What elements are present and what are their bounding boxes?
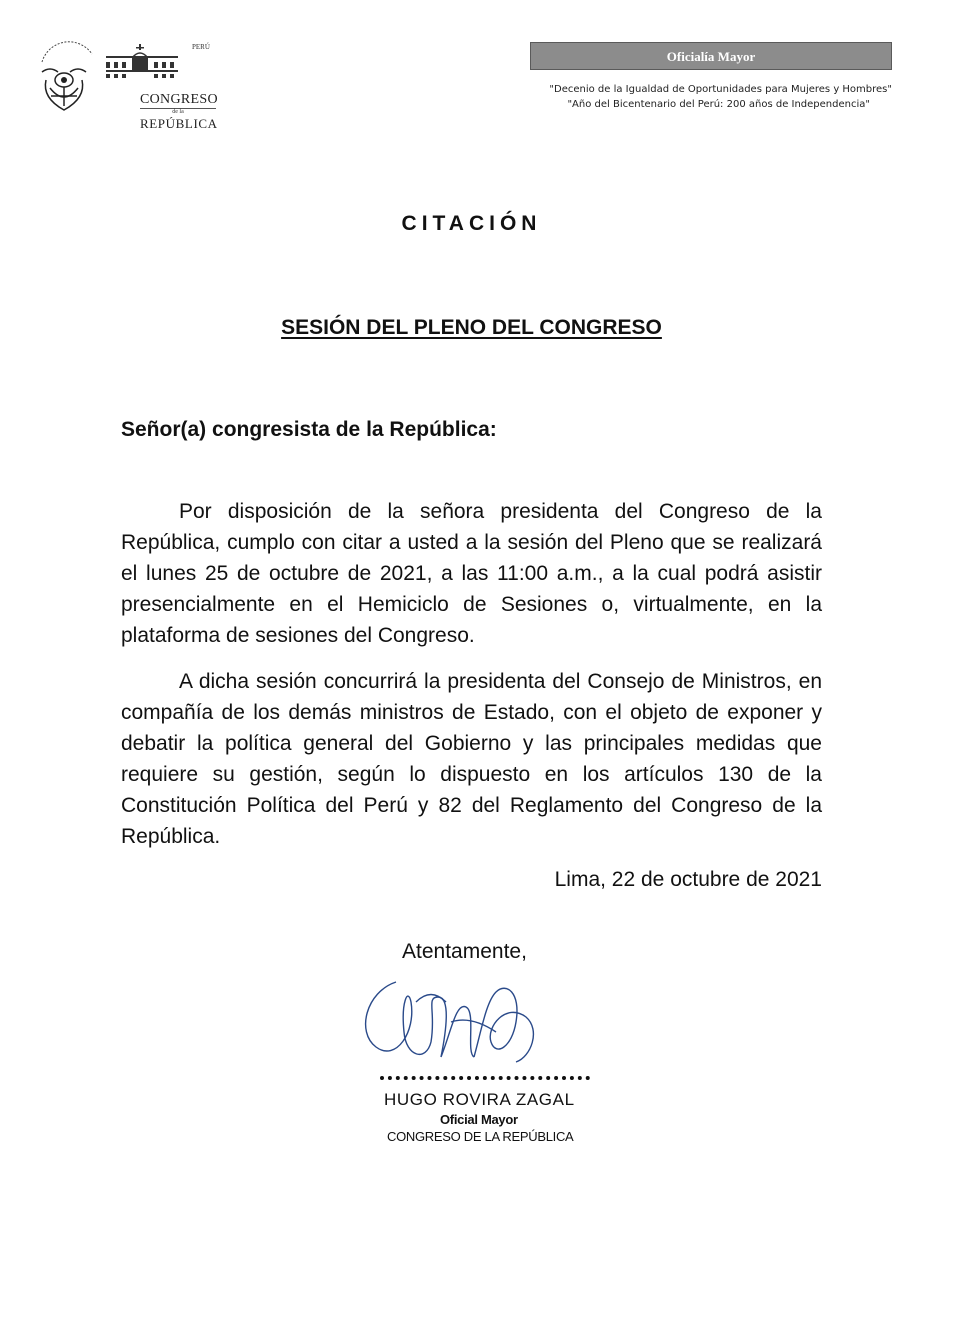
- office-banner: Oficialía Mayor: [530, 42, 892, 70]
- handwritten-signature: [356, 962, 556, 1082]
- logo-republica-label: REPÚBLICA: [140, 116, 218, 131]
- bicentenario-motto: "Año del Bicentenario del Perú: 200 años de Independencia": [567, 99, 870, 110]
- national-seal-icon: [36, 40, 106, 120]
- body-paragraph-2: A dicha sesión concurrirá la presidenta del Consejo de Ministros, en compañía de los demás ministros de Estado, con el objeto de exponer y debatir la política general del Gobierno y las principales medidas que requiere su gestión, según lo dispuesto en los artículos 130 de la Constitución Política del Perú y 82 del Reglamento del Congreso de la República.: [121, 670, 822, 848]
- signer-organization: CONGRESO DE LA REPÚBLICA: [387, 1129, 574, 1144]
- logo-peru-label: PERÚ: [192, 43, 210, 51]
- logo-connector-label: de la: [140, 108, 216, 115]
- place-date: Lima, 22 de octubre de 2021: [554, 868, 822, 891]
- decenio-motto: "Decenio de la Igualdad de Oportunidades para Mujeres y Hombres": [549, 84, 892, 95]
- congreso-logo: [36, 40, 218, 131]
- logo-congreso-label: CONGRESO: [140, 92, 218, 107]
- year-mottos: [430, 82, 892, 112]
- signature-line: [380, 1076, 590, 1086]
- salutation: Señor(a) congresista de la República:: [121, 418, 497, 441]
- document-title: CITACIÓN: [401, 212, 542, 235]
- document-subtitle: SESIÓN DEL PLENO DEL CONGRESO: [281, 316, 662, 339]
- congress-building-icon: [102, 40, 192, 90]
- signer-name: HUGO ROVIRA ZAGAL: [384, 1090, 575, 1109]
- closing-phrase: Atentamente,: [402, 940, 527, 963]
- signer-title: Oficial Mayor: [440, 1112, 518, 1127]
- body-paragraph-1: Por disposición de la señora presidenta del Congreso de la República, cumplo con citar a usted a la sesión del Pleno que se realizará el lunes 25 de octubre de 2021, a las 11:00 a.m., a la cual podrá asistir presencialmente en el Hemiciclo de Sesiones o, virtualmente, en la plataforma de sesiones del Congreso.: [121, 500, 822, 647]
